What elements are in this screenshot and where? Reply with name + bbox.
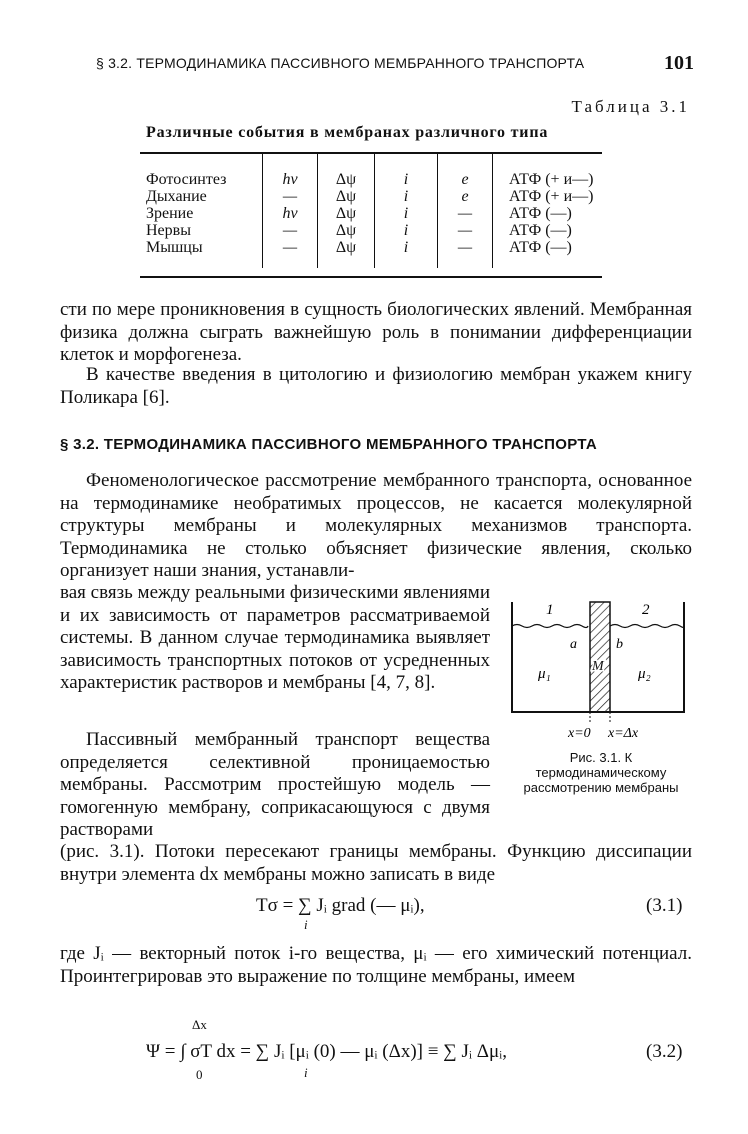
- table-cell: —: [438, 222, 493, 239]
- table-cell: Δψ: [318, 188, 375, 205]
- table-caption-number: Таблица 3.1: [571, 97, 690, 116]
- table-cell: АТФ (—): [493, 239, 603, 268]
- equation-3-1: [256, 895, 425, 932]
- label-x0: x=0: [568, 726, 591, 741]
- table-cell: Фотосинтез: [146, 171, 227, 188]
- equation-3-1-sum-index: i: [304, 917, 308, 932]
- table-row: [140, 222, 602, 239]
- table-cell: Δψ: [318, 239, 375, 268]
- table-row: [140, 205, 602, 222]
- equation-3-2-lower-limit: 0: [196, 1067, 203, 1082]
- paragraph-5: где Jᵢ — векторный поток i-го вещества, μᵢ — его химический потенциал. Проинтегрировав это выражение по толщине мембраны, имеем: [60, 943, 692, 987]
- equation-3-1-body: Tσ = ∑ Jᵢ grad (— μᵢ),: [256, 895, 425, 916]
- membrane-figure: [508, 596, 692, 744]
- section-heading: § 3.2. ТЕРМОДИНАМИКА ПАССИВНОГО МЕМБРАННОГО ТРАНСПОРТА: [60, 436, 597, 453]
- right-solution-surface: [610, 625, 684, 628]
- table-cell: Нервы: [146, 222, 191, 239]
- table-cell: i: [375, 188, 438, 205]
- table-cell: АТФ (+ и—): [493, 153, 603, 188]
- table-row: [140, 188, 602, 205]
- paragraph-4-narrow: Пассивный мембранный транспорт вещества определяется селективной проницаемостью мембраны. Рассмотрим простейшую модель — гомогенную мембрану, соприкасающуюся с двумя растворами: [60, 729, 490, 840]
- equation-3-2-body: Ψ = ∫ σT dx = ∑ Jᵢ [μᵢ (0) — μᵢ (Δx)] ≡ ∑ Jᵢ Δμᵢ,: [146, 1041, 507, 1062]
- paragraph-2: В качестве введения в цитологию и физиологию мембран укажем книгу Поликара [6].: [60, 364, 692, 408]
- label-xdx: x=Δx: [608, 726, 639, 741]
- running-title: § 3.2. ТЕРМОДИНАМИКА ПАССИВНОГО МЕМБРАННОГО ТРАНСПОРТА: [96, 55, 585, 71]
- table-cell: АТФ (—): [493, 205, 603, 222]
- table-cell: Мышцы: [146, 239, 203, 256]
- paragraph-3-narrow: вая связь между реальными физическими явлениями и их зависимость от параметров рассматриваемой системы. В данном случае термодинамика выявляет зависимость транспортных потоков от усредненных характеристик растворов и мембраны [4, 7, 8].: [60, 582, 490, 693]
- figure-caption: Рис. 3.1. К термодинамическому рассмотрению мембраны: [523, 750, 679, 795]
- table-cell: АТФ (—): [493, 222, 603, 239]
- table-cell: i: [375, 205, 438, 222]
- table-cell: —: [263, 188, 318, 205]
- table-cell: АТФ (+ и—): [493, 188, 603, 205]
- label-mu-1: μ₁: [538, 666, 551, 682]
- table-cell: Зрение: [146, 205, 194, 222]
- table-cell: hν: [263, 153, 318, 188]
- table-cell: hν: [263, 205, 318, 222]
- label-face-b: b: [616, 637, 623, 652]
- label-region-2: 2: [642, 602, 650, 618]
- equation-3-2-sum-index: i: [304, 1065, 308, 1080]
- paragraph-4-wide: (рис. 3.1). Потоки пересекают границы мембраны. Функцию диссипации внутри элемента dx мембраны можно записать в виде: [60, 841, 692, 885]
- table-cell: Δψ: [318, 153, 375, 188]
- equation-3-2-upper-limit: Δx: [192, 1017, 207, 1032]
- table-cell: Δψ: [318, 222, 375, 239]
- table-caption-title: Различные события в мембранах различного типа: [146, 124, 549, 141]
- table-cell: —: [263, 239, 318, 268]
- equation-3-1-number: (3.1): [646, 895, 683, 916]
- equation-3-2: [146, 1017, 507, 1082]
- left-solution-surface: [512, 625, 588, 628]
- table-row: [140, 153, 602, 188]
- table-row: [140, 239, 602, 268]
- table-bottom-rule: [140, 276, 602, 278]
- label-mu-2: μ₂: [638, 666, 651, 682]
- table-cell: Δψ: [318, 205, 375, 222]
- paragraph-1: сти по мере проникновения в сущность биологических явлений. Мембранная физика должна сыграть важнейшую роль в понимании дифференциации клеток и морфогенеза.: [60, 299, 692, 365]
- page-number: 101: [664, 52, 694, 74]
- membrane-diagram: [508, 596, 692, 744]
- table-cell: —: [438, 205, 493, 222]
- label-face-a: a: [570, 637, 577, 652]
- paragraph-3-wide: Феноменологическое рассмотрение мембранного транспорта, основанное на термодинамике необратимых процессов, не касается молекулярной структуры мембраны и молекулярных механизмов транспорта. Термодинамика не столько объясняет физические явления, сколько организует наши знания, устанавли-: [60, 470, 692, 581]
- table-cell: Дыхание: [146, 188, 207, 205]
- table-cell: i: [375, 239, 438, 268]
- table-cell: i: [375, 153, 438, 188]
- table-cell: e: [438, 188, 493, 205]
- table-cell: —: [438, 239, 493, 268]
- equation-3-2-number: (3.2): [646, 1041, 683, 1062]
- running-header: [96, 52, 694, 76]
- table-cell: i: [375, 222, 438, 239]
- label-membrane-M: M: [592, 659, 604, 674]
- label-region-1: 1: [546, 602, 554, 618]
- table-cell: e: [438, 153, 493, 188]
- table-cell: —: [263, 222, 318, 239]
- membrane-slab: [590, 602, 610, 712]
- membrane-events-table: [140, 153, 602, 268]
